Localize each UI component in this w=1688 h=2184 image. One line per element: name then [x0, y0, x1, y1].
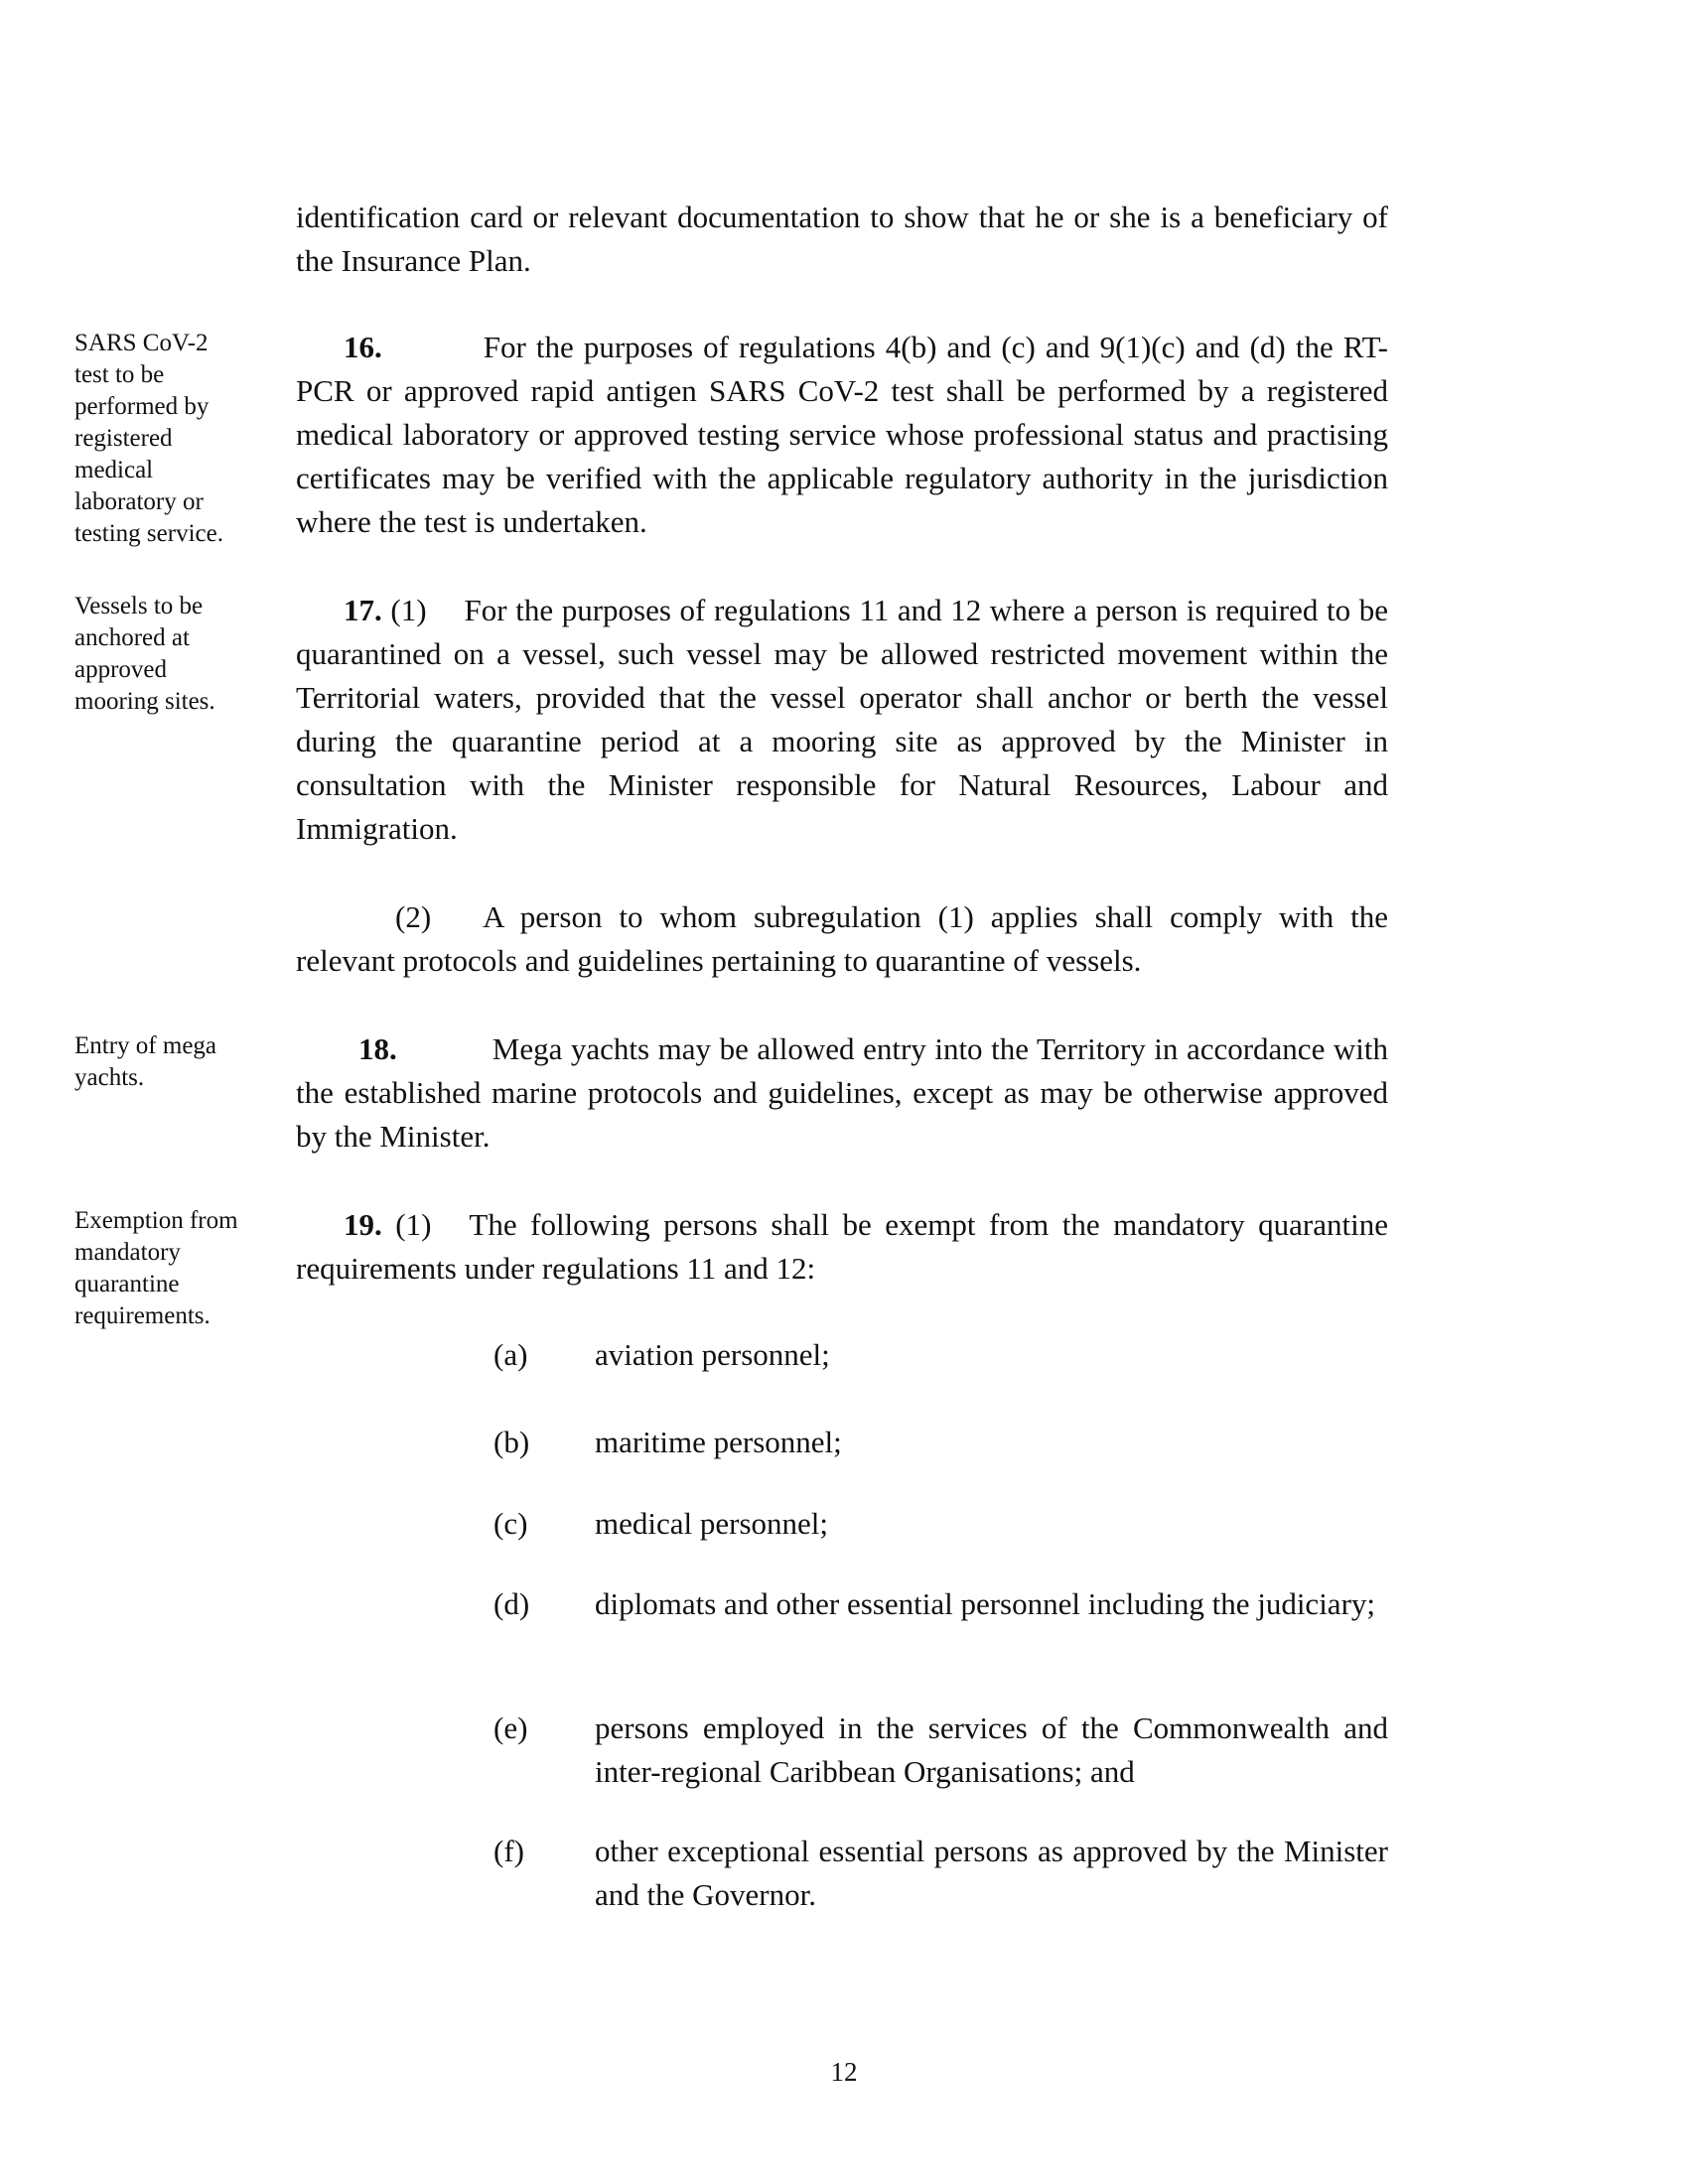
section-16-text: For the purposes of regulations 4(b) and (c) and 9(1)(c) and (d) the RT-PCR or approved rapid antigen SARS CoV-2 test shall be performed by a registered medical laboratory or approved testing service whose professional status and practising certificates may be verified with the applicable regulatory authority in the jurisdiction where the test is undertaken. [296, 330, 1388, 539]
section-number-18: 18. [358, 1031, 397, 1066]
list-marker: (e) [493, 1710, 528, 1745]
section-17-1-text: For the purposes of regulations 11 and 12 where a person is required to be quarantined on a vessel, such vessel may be allowed restricted movement within the Territorial waters, provided that the vessel operator shall anchor or berth the vessel during the quarantine period at a mooring site as approved by the Minister in consultation with the Minister responsible for Natural Resources, Labour and Immigration. [296, 593, 1388, 846]
margin-note-16 [74, 328, 263, 550]
margin-note-line: Entry of mega [74, 1032, 217, 1059]
exemption-list-item [493, 1421, 1388, 1464]
list-item-text: medical personnel; [595, 1506, 828, 1541]
exemption-list-item [493, 1582, 1388, 1626]
continuation-paragraph: identification card or relevant documentation to show that he or she is a beneficiary of the Insurance Plan. [296, 200, 1388, 278]
section-number-17: 17. [344, 593, 382, 627]
section-16-paragraph [296, 326, 1388, 544]
subsection-label: (2) [395, 899, 432, 934]
margin-note-18 [74, 1030, 263, 1094]
list-marker: (a) [493, 1337, 528, 1372]
margin-note-line: mandatory [74, 1239, 181, 1266]
margin-note-line: anchored at [74, 624, 190, 651]
margin-note-line: testing service. [74, 520, 223, 547]
margin-note-line: Vessels to be [74, 593, 204, 619]
margin-note-17 [74, 591, 263, 718]
margin-note-line: yachts. [74, 1064, 145, 1091]
subsection-label: (1) [390, 593, 427, 627]
list-item-text: other exceptional essential persons as approved by the Minister and the Governor. [595, 1834, 1388, 1912]
margin-note-line: medical [74, 457, 154, 483]
margin-note-line: laboratory or [74, 488, 204, 515]
section-17-subsection-2 [296, 895, 1388, 983]
margin-note-line: registered [74, 425, 173, 452]
margin-note-line: Exemption from [74, 1207, 238, 1234]
exemption-list-item [493, 1706, 1388, 1794]
exemption-list-item [493, 1502, 1388, 1546]
margin-note-line: requirements. [74, 1302, 211, 1329]
section-number-16: 16. [344, 330, 382, 364]
page-number: 12 [830, 2057, 858, 2087]
section-17-2-text: A person to whom subregulation (1) applies shall comply with the relevant protocols and guidelines pertaining to quarantine of vessels. [296, 899, 1388, 978]
list-item-text: maritime personnel; [595, 1425, 842, 1459]
section-17-subsection-1 [296, 589, 1388, 851]
subsection-label: (1) [395, 1207, 432, 1242]
margin-note-line: SARS CoV-2 [74, 330, 209, 356]
exemption-list-item [493, 1333, 1388, 1377]
list-marker: (c) [493, 1506, 528, 1541]
margin-note-line: approved [74, 656, 168, 683]
section-18-paragraph [296, 1027, 1388, 1159]
list-item-text: persons employed in the services of the Commonwealth and inter-regional Caribbean Organisations; and [595, 1710, 1388, 1789]
margin-note-line: quarantine [74, 1271, 180, 1297]
margin-note-line: performed by [74, 393, 210, 420]
exemption-list-item [493, 1830, 1388, 1917]
list-marker: (f) [493, 1834, 524, 1868]
list-item-text: aviation personnel; [595, 1337, 830, 1372]
section-19-1-text: The following persons shall be exempt from the mandatory quarantine requirements under regulations 11 and 12: [296, 1207, 1388, 1286]
list-marker: (d) [493, 1586, 530, 1621]
list-item-text: diplomats and other essential personnel including the judiciary; [595, 1586, 1376, 1621]
section-18-text: Mega yachts may be allowed entry into the Territory in accordance with the established marine protocols and guidelines, except as may be otherwise approved by the Minister. [296, 1031, 1388, 1154]
section-19-subsection-1 [296, 1203, 1388, 1291]
margin-note-line: test to be [74, 361, 165, 388]
margin-note-line: mooring sites. [74, 688, 215, 715]
list-marker: (b) [493, 1425, 530, 1459]
margin-note-19 [74, 1205, 263, 1332]
section-number-19: 19. [344, 1207, 382, 1242]
